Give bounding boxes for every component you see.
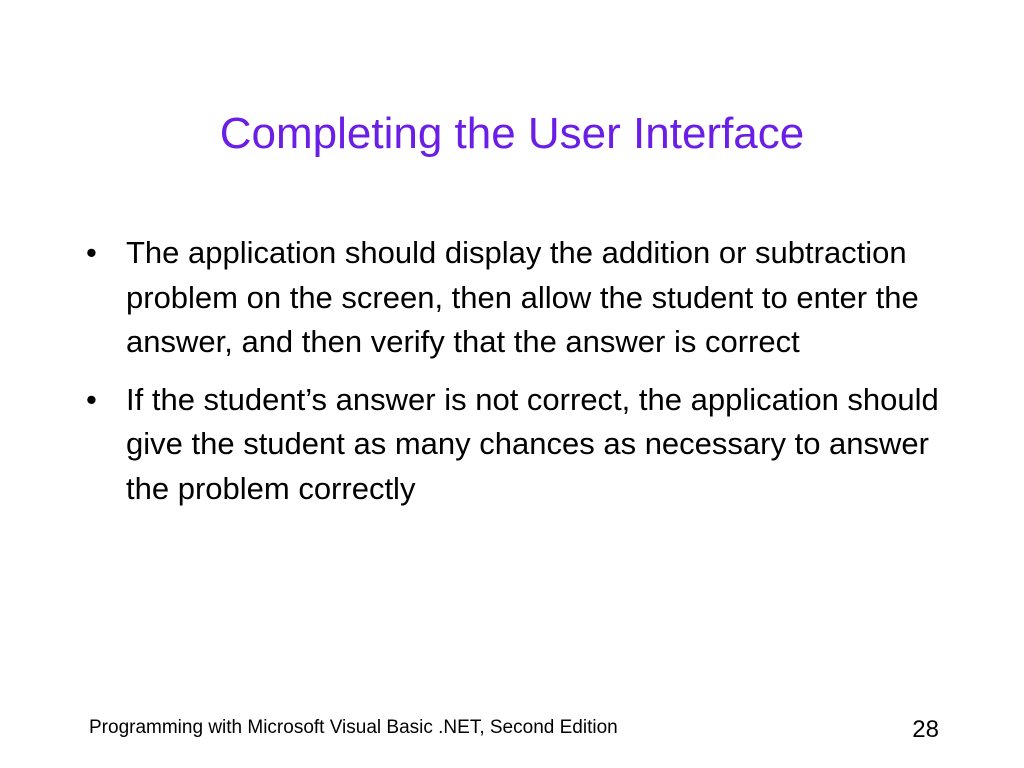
bullet-icon: •	[86, 381, 97, 417]
bullet-icon: •	[86, 235, 97, 270]
bullet-text: If the student’s answer is not correct, the application should give the student as many chances as necessary to answer the problem correctly	[126, 381, 939, 506]
bullet-text: The application should display the addition or subtraction problem on the screen, then allow the student to enter the answer, and then verify that the answer is correct	[126, 235, 919, 359]
slide-number: 28	[912, 716, 939, 743]
slide-title: Completing the User Interface	[219, 109, 805, 158]
list-item	[86, 378, 956, 512]
bullet-list	[86, 231, 956, 511]
footer-text: Programming with Microsoft Visual Basic .NET, Second Edition	[89, 717, 618, 738]
list-item	[86, 231, 956, 365]
